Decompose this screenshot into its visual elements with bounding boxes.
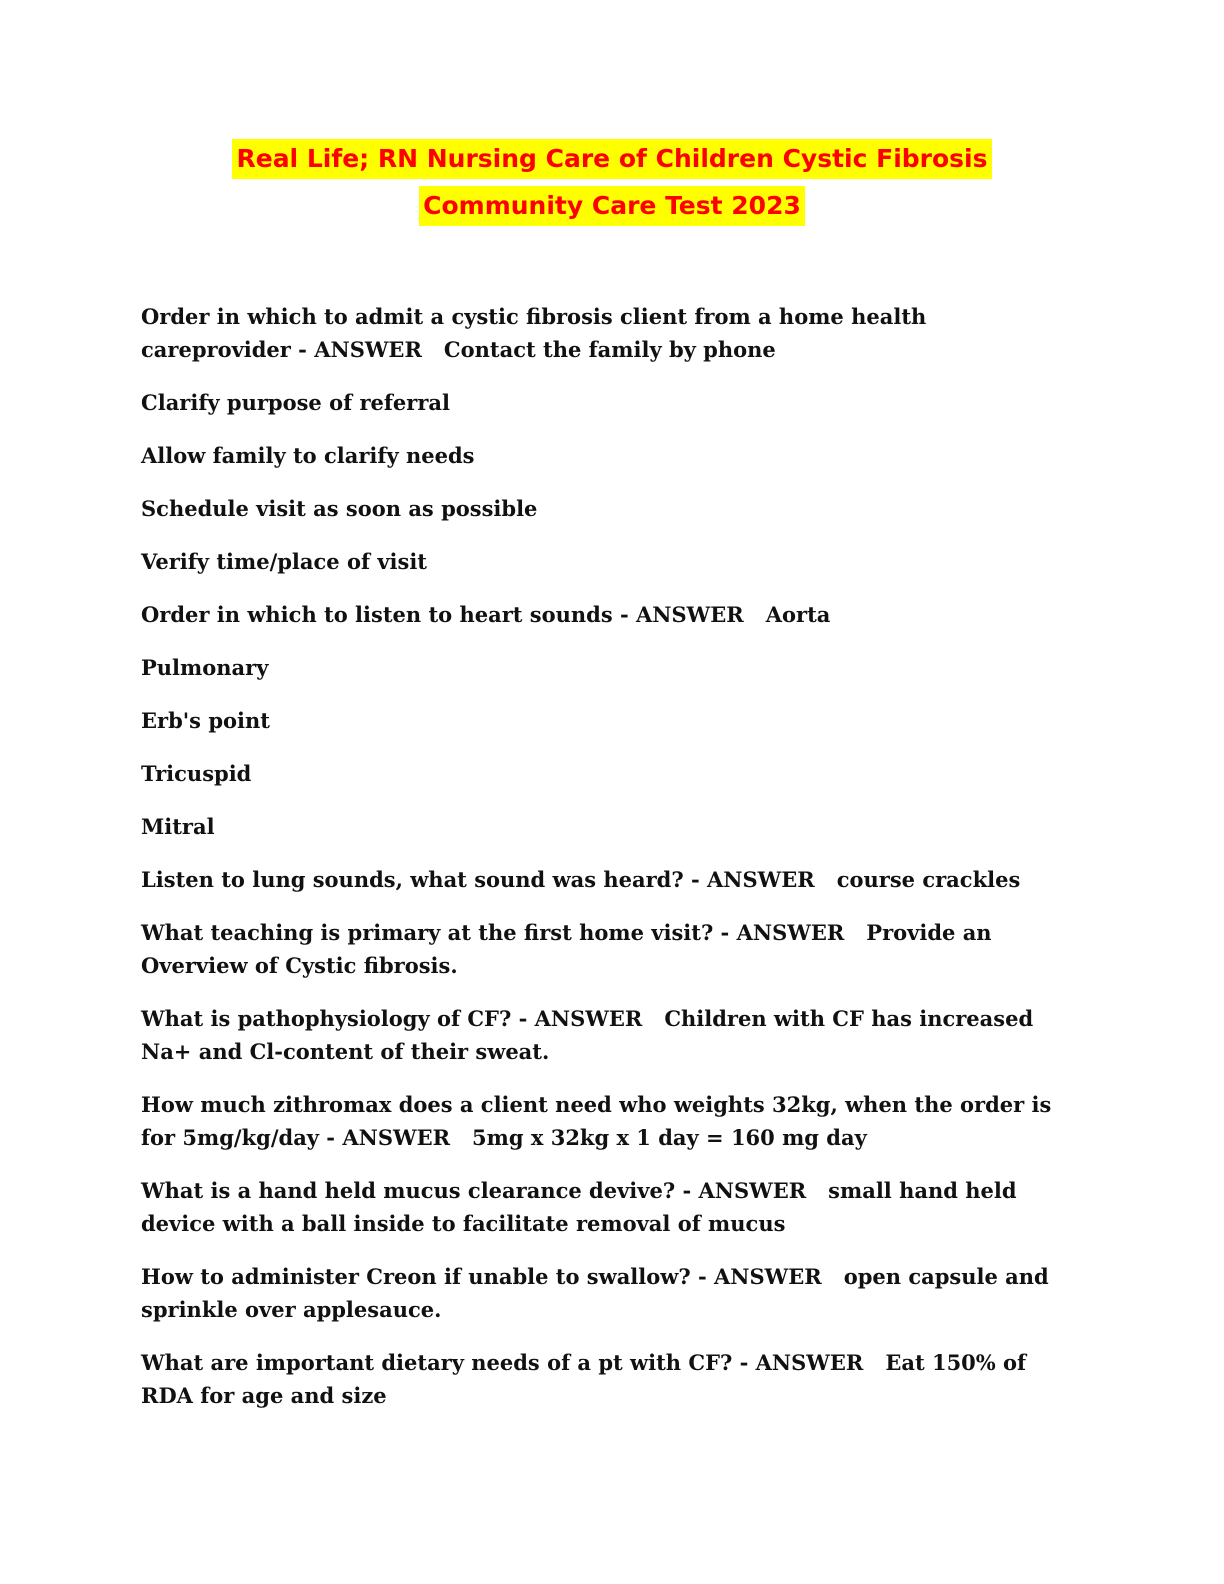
qa-item (141, 1174, 1081, 1240)
question-text: Pulmonary (141, 655, 269, 680)
question-text: What is pathophysiology of CF? - ANSWER (141, 1006, 643, 1031)
qa-item (141, 300, 1081, 366)
qa-item (141, 651, 1081, 684)
qa-list (141, 300, 1081, 1432)
answer-text: course crackles (836, 867, 1021, 892)
qa-item (141, 916, 1081, 982)
title-line-2: Community Care Test 2023 (419, 186, 805, 226)
qa-item (141, 863, 1081, 896)
question-text: Schedule visit as soon as possible (141, 496, 538, 521)
answer-text: Children with CF has increased Na+ and Cl-content of their sweat. (141, 1006, 1034, 1064)
question-text: Verify time/place of visit (141, 549, 428, 574)
question-text: Allow family to clarify needs (141, 443, 475, 468)
qa-item (141, 1088, 1081, 1154)
qa-item (141, 598, 1081, 631)
answer-text: Provide an Overview of Cystic fibrosis. (141, 920, 992, 978)
qa-item (141, 386, 1081, 419)
question-text: What is a hand held mucus clearance devive? - ANSWER (141, 1178, 807, 1203)
answer-text: small hand held device with a ball inside to facilitate removal of mucus (141, 1178, 1017, 1236)
qa-item (141, 704, 1081, 737)
answer-text: open capsule and sprinkle over applesauce. (141, 1264, 1049, 1322)
question-text: Erb's point (141, 708, 270, 733)
answer-text: Eat 150% of RDA for age and size (141, 1350, 1027, 1408)
question-text: Listen to lung sounds, what sound was heard? - ANSWER (141, 867, 815, 892)
question-text: Mitral (141, 814, 215, 839)
qa-item (141, 1002, 1081, 1068)
qa-item (141, 492, 1081, 525)
title-line-1: Real Life; RN Nursing Care of Children Cystic Fibrosis (232, 139, 991, 179)
answer-text: Contact the family by phone (443, 337, 776, 362)
qa-item (141, 1346, 1081, 1412)
qa-item (141, 545, 1081, 578)
qa-item (141, 810, 1081, 843)
question-text: How much zithromax does a client need who weights 32kg, when the order is for 5mg/kg/day - ANSWER (141, 1092, 1052, 1150)
question-text: Order in which to admit a cystic fibrosis client from a home health careprovider - ANSWER (141, 304, 927, 362)
document-title (0, 139, 1224, 233)
question-text: Tricuspid (141, 761, 252, 786)
question-text: Order in which to listen to heart sounds - ANSWER (141, 602, 744, 627)
question-text: What are important dietary needs of a pt with CF? - ANSWER (141, 1350, 864, 1375)
answer-text: Aorta (765, 602, 831, 627)
question-text: What teaching is primary at the first home visit? - ANSWER (141, 920, 845, 945)
question-text: How to administer Creon if unable to swallow? - ANSWER (141, 1264, 822, 1289)
qa-item (141, 1260, 1081, 1326)
qa-item (141, 439, 1081, 472)
qa-item (141, 757, 1081, 790)
question-text: Clarify purpose of referral (141, 390, 450, 415)
answer-text: 5mg x 32kg x 1 day = 160 mg day (472, 1125, 867, 1150)
